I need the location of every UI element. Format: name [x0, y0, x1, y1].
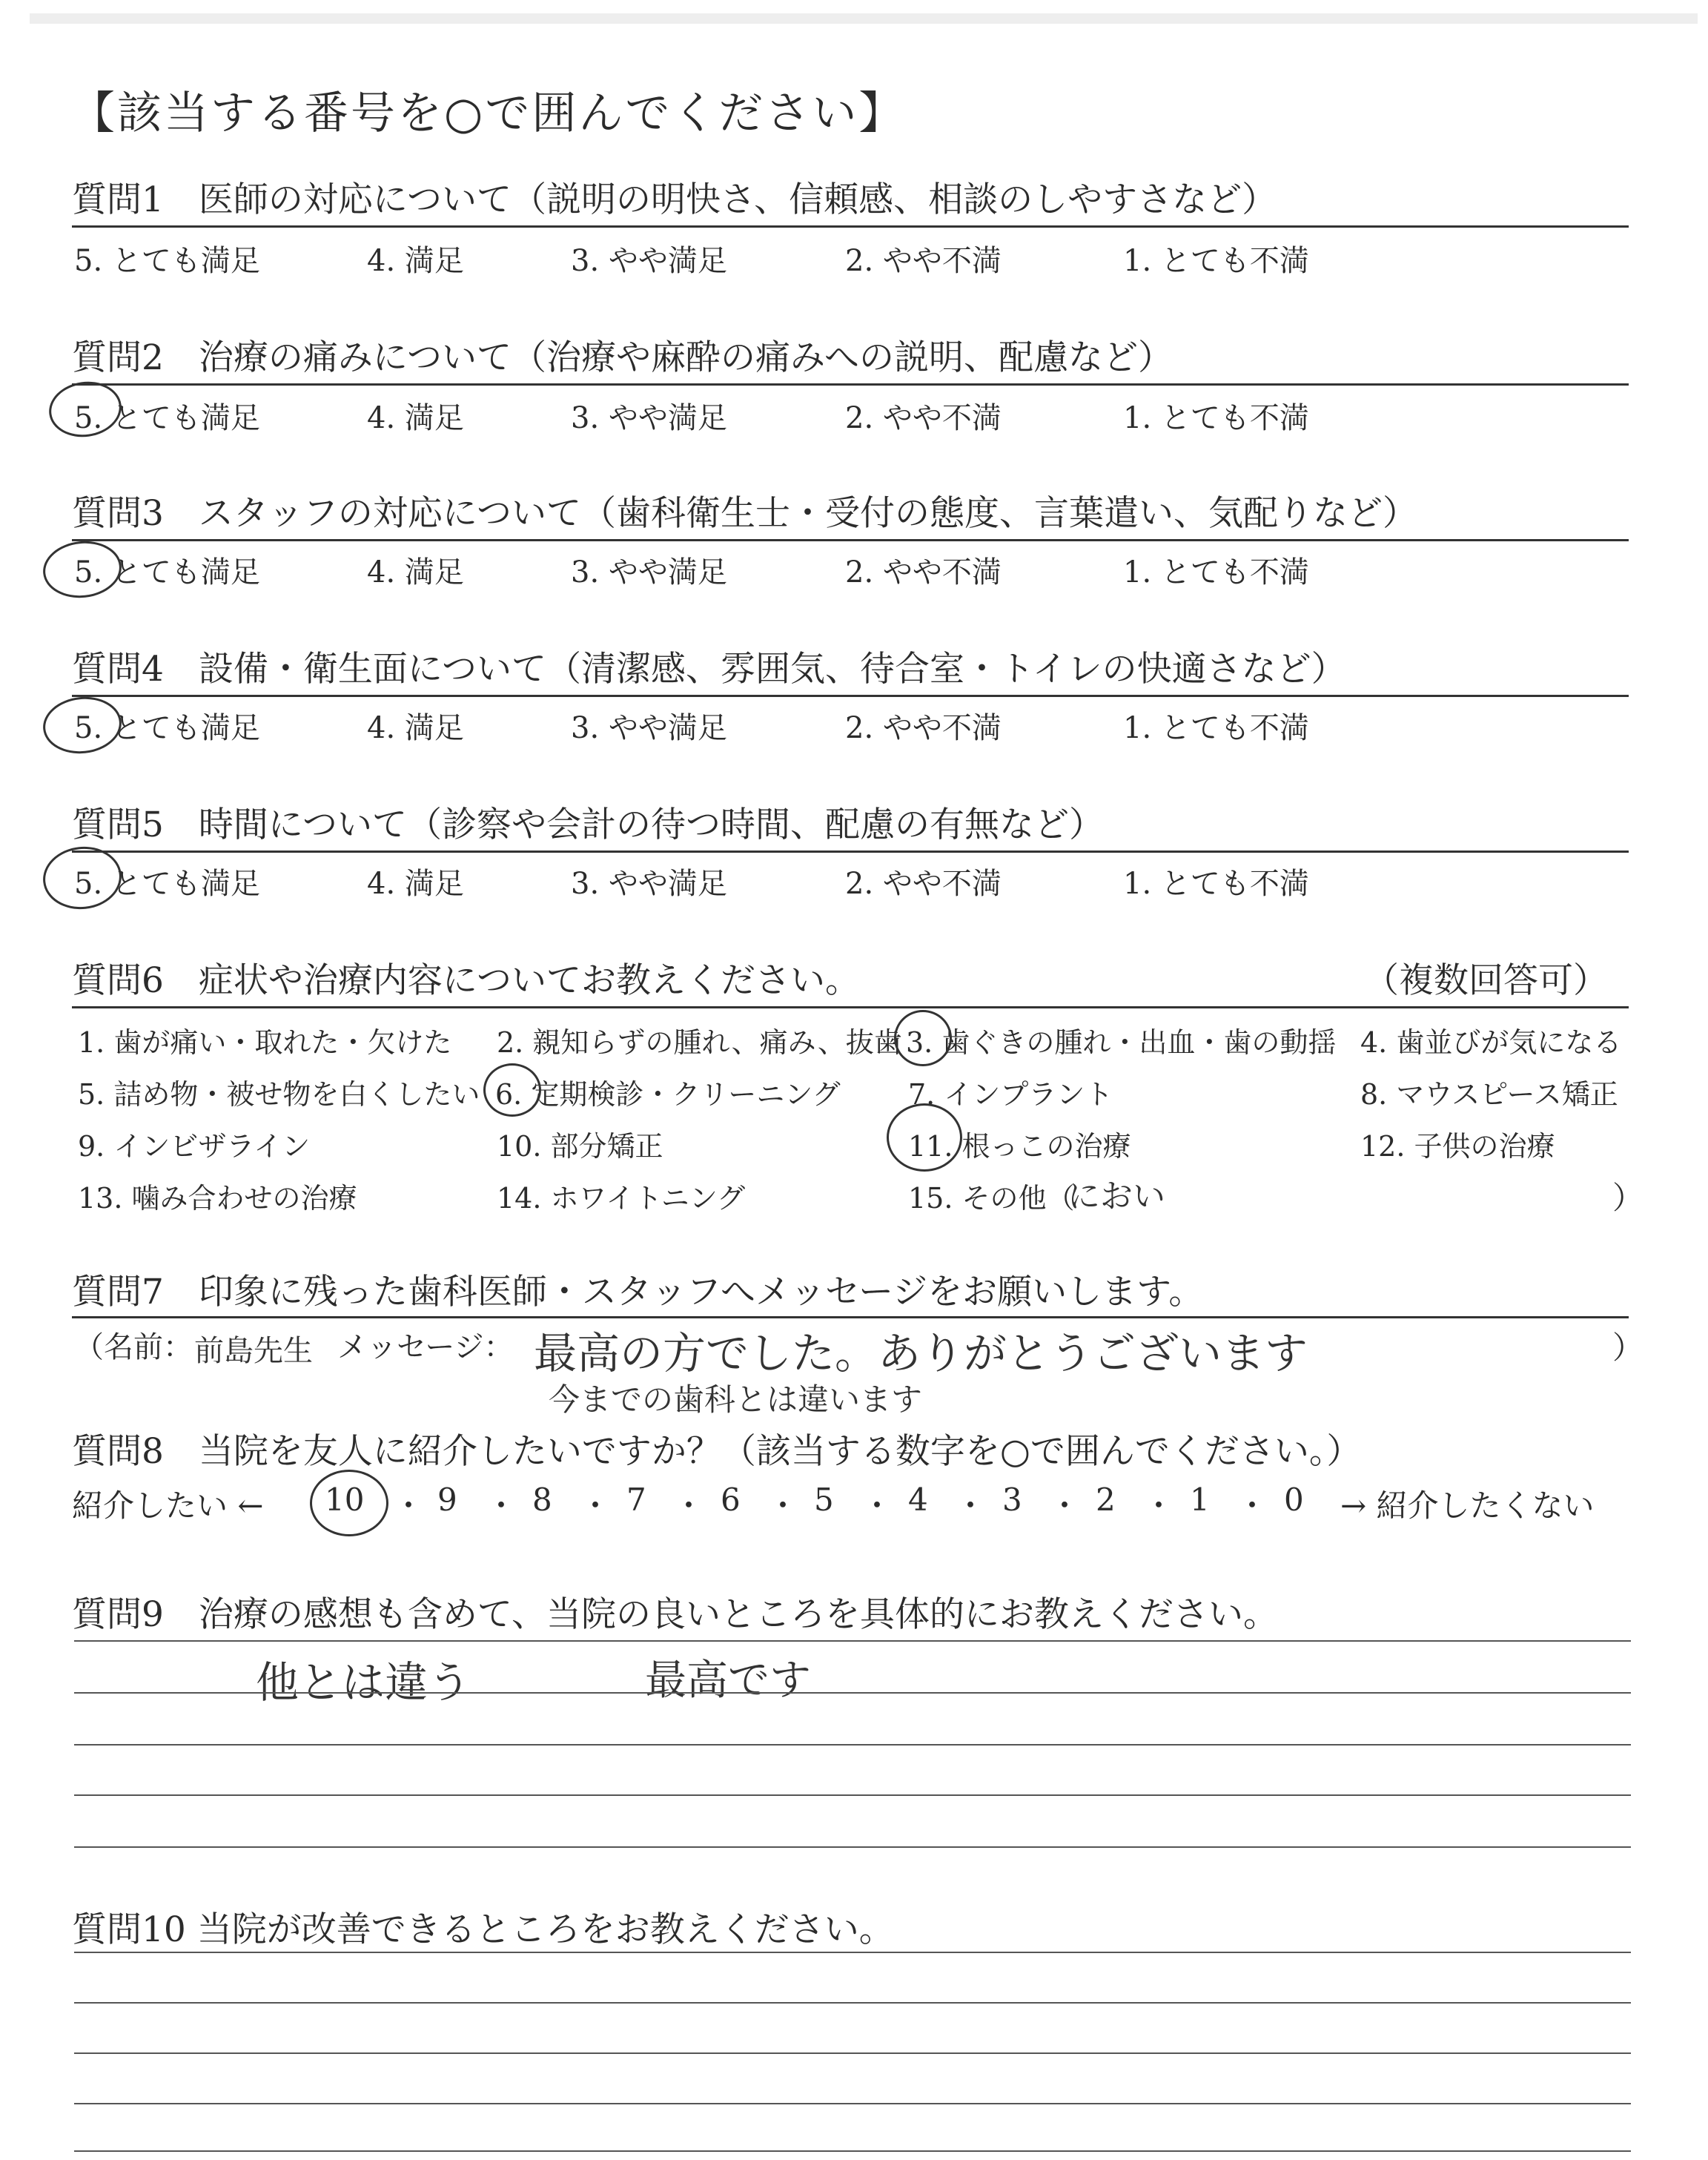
q3-title: 質問3 スタッフの対応について（歯科衛生士・受付の態度、言葉遣い、気配りなど） [72, 493, 1417, 534]
q9-line-5 [74, 1846, 1631, 1848]
q8-selection-circle [310, 1470, 388, 1536]
q8-scale-2[interactable]: 2 [1096, 1482, 1116, 1518]
q8-dot-8: ・ [1049, 1487, 1081, 1524]
q5-title: 質問5 時間について（診察や会計の待つ時間、配慮の有無など） [72, 805, 1104, 845]
q8-dot-5: ・ [767, 1487, 799, 1524]
q1-option-2[interactable]: 2. やや不満 [845, 244, 1002, 278]
q6-option-8[interactable]: 8. マウスピース矯正 [1360, 1078, 1618, 1111]
q8-scale-9[interactable]: 9 [437, 1482, 457, 1518]
q6-option-6-circle [483, 1063, 541, 1117]
q2-option-4[interactable]: 4. 満足 [367, 401, 464, 435]
q8-scale-5[interactable]: 5 [814, 1482, 834, 1518]
q8-dot-3: ・ [580, 1487, 612, 1524]
q4-option-1[interactable]: 1. とても不満 [1123, 711, 1309, 745]
q4-title: 質問4 設備・衛生面について（清潔感、雰囲気、待合室・トイレの快適さなど） [72, 649, 1346, 690]
q6-title: 質問6 症状や治療内容についてお教えください。 [72, 960, 860, 1001]
q7-message-line2: 今までの歯科とは違います [549, 1381, 923, 1418]
q8-dot-9: ・ [1143, 1487, 1175, 1524]
q3-divider [72, 539, 1629, 541]
q4-selection-circle [40, 693, 124, 758]
q7-close-paren: ） [1612, 1330, 1644, 1366]
q9-title: 質問9 治療の感想も含めて、当院の良いところを具体的にお教えください。 [72, 1594, 1278, 1635]
q1-option-5[interactable]: 5. とても満足 [74, 244, 260, 278]
q5-option-5[interactable]: 5. とても満足 [74, 867, 260, 901]
q3-option-4[interactable]: 4. 満足 [367, 555, 464, 589]
q3-option-3[interactable]: 3. やや満足 [571, 555, 727, 589]
scan-edge [30, 13, 1698, 24]
q5-selection-circle [40, 843, 125, 914]
q8-scale-10[interactable]: 10 [325, 1482, 365, 1518]
q5-option-2[interactable]: 2. やや不満 [845, 867, 1002, 901]
q8-scale-6[interactable]: 6 [721, 1482, 741, 1518]
q8-scale-8[interactable]: 8 [532, 1482, 552, 1518]
q8-dot-10: ・ [1237, 1487, 1268, 1524]
q4-divider [72, 695, 1629, 697]
q7-message-label: メッセージ： [337, 1330, 514, 1364]
q4-option-5[interactable]: 5. とても満足 [74, 711, 260, 745]
q8-scale-3[interactable]: 3 [1002, 1482, 1022, 1518]
q1-title: 質問1 医師の対応について（説明の明快さ、信頼感、相談のしやすさなど） [72, 179, 1277, 220]
q2-title: 質問2 治療の痛みについて（治療や麻酔の痛みへの説明、配慮など） [72, 337, 1174, 378]
q10-line-5 [74, 2150, 1631, 2152]
q5-option-1[interactable]: 1. とても不満 [1123, 867, 1309, 901]
q8-dot-1: ・ [393, 1487, 425, 1524]
q5-option-4[interactable]: 4. 満足 [367, 867, 464, 901]
q3-option-2[interactable]: 2. やや不満 [845, 555, 1002, 589]
q6-option-7[interactable]: 7. インプラント [908, 1078, 1113, 1111]
q6-option-5[interactable]: 5. 詰め物・被せ物を白くしたい [78, 1078, 480, 1111]
q10-line-4 [74, 2103, 1631, 2104]
q2-option-5[interactable]: 5. とても満足 [74, 401, 260, 435]
q8-dot-2: ・ [486, 1487, 517, 1524]
q9-line-1 [74, 1640, 1631, 1642]
q8-dot-7: ・ [955, 1487, 987, 1524]
q6-option-3[interactable]: 3. 歯ぐきの腫れ・出血・歯の動揺 [906, 1026, 1337, 1059]
q9-line-3 [74, 1744, 1631, 1745]
q8-left-label: 紹介したい ← [72, 1487, 264, 1524]
q2-option-2[interactable]: 2. やや不満 [845, 401, 1002, 435]
q6-option-9[interactable]: 9. インビザライン [78, 1130, 311, 1163]
q6-option-11-circle [887, 1103, 962, 1172]
q5-option-3[interactable]: 3. やや満足 [571, 867, 727, 901]
q6-option-3-circle [894, 1010, 952, 1066]
q6-option-6[interactable]: 6. 定期検診・クリーニング [495, 1078, 841, 1111]
q10-line-2 [74, 2002, 1631, 2004]
q8-scale-4[interactable]: 4 [908, 1482, 928, 1518]
q6-option-2[interactable]: 2. 親知らずの腫れ、痛み、抜歯 [497, 1026, 902, 1059]
q1-option-3[interactable]: 3. やや満足 [571, 244, 727, 278]
q8-scale-7[interactable]: 7 [626, 1482, 646, 1518]
q6-other-close-paren: ） [1612, 1180, 1644, 1216]
q7-message-line1: 最高の方でした。ありがとうございます [534, 1328, 1308, 1378]
q5-divider [72, 851, 1629, 853]
q3-option-5[interactable]: 5. とても満足 [74, 555, 260, 589]
q2-option-1[interactable]: 1. とても不満 [1123, 401, 1309, 435]
q8-dot-6: ・ [861, 1487, 893, 1524]
q1-option-4[interactable]: 4. 満足 [367, 244, 464, 278]
q1-option-1[interactable]: 1. とても不満 [1123, 244, 1309, 278]
q9-line-2 [74, 1692, 1631, 1694]
q8-dot-4: ・ [673, 1487, 705, 1524]
q1-divider [72, 225, 1629, 228]
q2-divider [72, 383, 1629, 386]
q3-selection-circle [40, 538, 124, 602]
q6-option-1[interactable]: 1. 歯が痛い・取れた・欠けた [78, 1026, 452, 1059]
q4-option-3[interactable]: 3. やや満足 [571, 711, 727, 745]
q6-option-10[interactable]: 10. 部分矯正 [497, 1130, 663, 1163]
q7-name-label: （名前： [74, 1330, 193, 1364]
q9-answer-part1: 他とは違う [256, 1657, 471, 1708]
q9-answer-part2: 最高です [645, 1657, 811, 1705]
q6-option-13[interactable]: 13. 噛み合わせの治療 [78, 1182, 357, 1215]
q6-option-4[interactable]: 4. 歯並びが気になる [1360, 1026, 1622, 1059]
q10-title: 質問10 当院が改善できるところをお教えください。 [72, 1909, 894, 1950]
page-title: 【該当する番号を○で囲んでください】 [70, 87, 906, 139]
q6-option-12[interactable]: 12. 子供の治療 [1360, 1130, 1555, 1163]
q7-title: 質問7 印象に残った歯科医師・スタッフへメッセージをお願いします。 [72, 1272, 1204, 1312]
q6-divider [72, 1006, 1629, 1008]
q6-option-15[interactable]: 15. その他（ [908, 1182, 1075, 1215]
q3-option-1[interactable]: 1. とても不満 [1123, 555, 1309, 589]
q8-scale-1[interactable]: 1 [1190, 1482, 1210, 1518]
q4-option-4[interactable]: 4. 満足 [367, 711, 464, 745]
q8-title: 質問8 当院を友人に紹介したいですか？（該当する数字を○で囲んでください。） [72, 1431, 1362, 1472]
q6-option-11[interactable]: 11. 根っこの治療 [908, 1130, 1131, 1163]
q2-option-3[interactable]: 3. やや満足 [571, 401, 727, 435]
q6-multiple-note: （複数回答可） [1364, 960, 1608, 1001]
q8-right-label: → 紹介したくない [1340, 1487, 1595, 1524]
q4-option-2[interactable]: 2. やや不満 [845, 711, 1002, 745]
q10-line-3 [74, 2052, 1631, 2054]
q6-option-14[interactable]: 14. ホワイトニング [497, 1182, 746, 1215]
q8-scale-0[interactable]: 0 [1284, 1482, 1304, 1518]
q6-other-handwritten: におい [1068, 1178, 1165, 1215]
q7-name-handwritten: 前島先生 [194, 1334, 313, 1368]
q10-line-1 [74, 1952, 1631, 1953]
q9-line-4 [74, 1794, 1631, 1796]
